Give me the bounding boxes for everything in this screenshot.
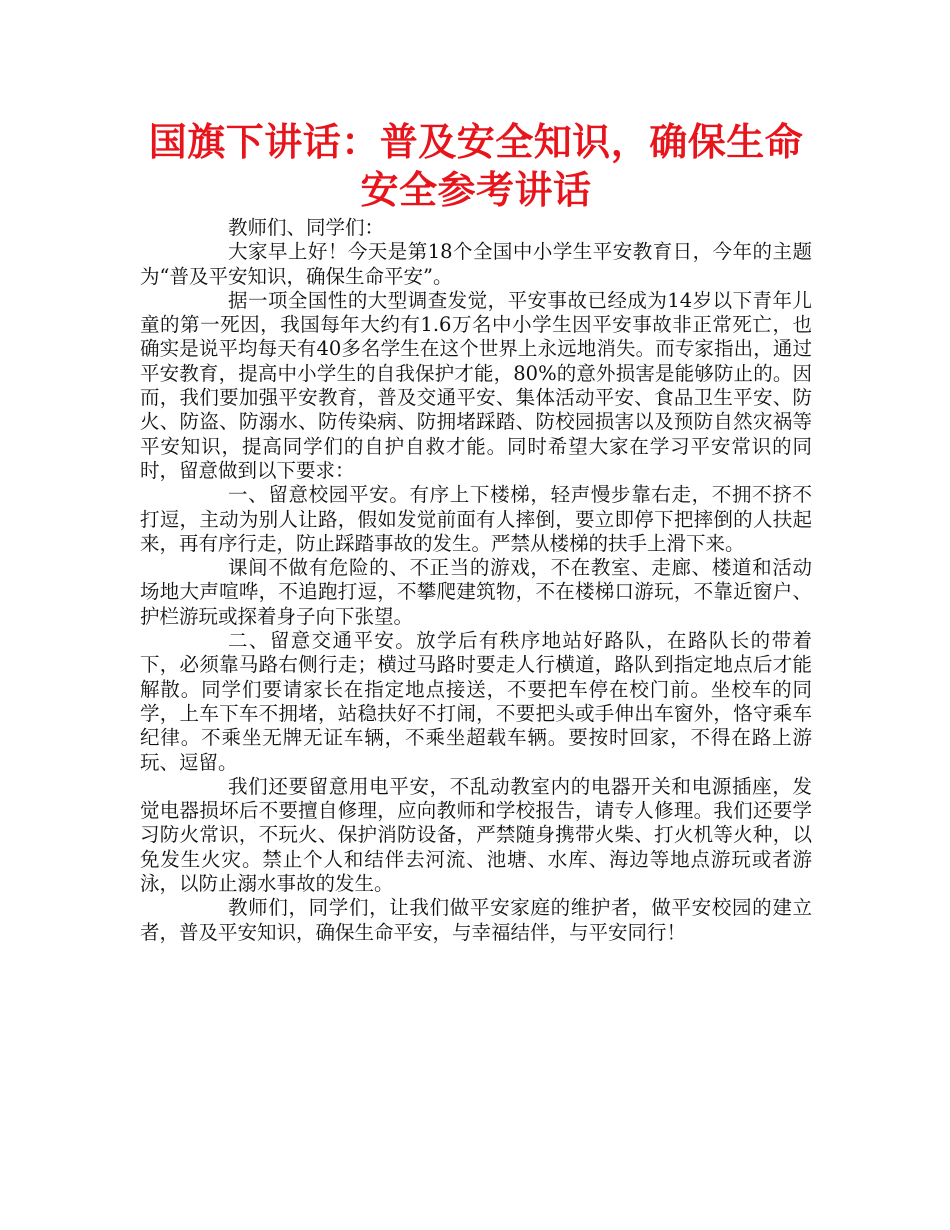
document-title: 国旗下讲话：普及安全知识，确保生命安全参考讲话 bbox=[148, 120, 804, 212]
paragraph-survey: 据一项全国性的大型调查发觉，平安事故已经成为14岁以下青年儿童的第一死因，我国每年大约有1.6万名中小学生因平安事故非正常死亡，也确实是说平均每天有40多名学生在这个世界上永远地消失。而专家指出，通过平安教育，提高中小学生的自我保护才能，80%的意外损害是能够防止的。因而，我们要加强平安教育，普及交通平安、集体活动平安、食品卫生平安、防火、防盗、防溺水、防传染病、防拥堵踩踏、防校园损害以及预防自然灾祸等平安知识，提高同学们的自护自救才能。同时希望大家在学习平安常识的同时，留意做到以下要求： bbox=[140, 288, 812, 482]
paragraph-greeting: 大家早上好！今天是第18个全国中小学生平安教育日，今年的主题为“普及平安知识，确保生命平安”。 bbox=[140, 240, 812, 288]
paragraph-electricity-fire: 我们还要留意用电平安，不乱动教室内的电器开关和电源插座，发觉电器损坏后不要擅自修理，应向教师和学校报告，请专人修理。我们还要学习防火常识，不玩火、保护消防设备，严禁随身携带火柴、打火机等火种，以免发生火灾。禁止个人和结伴去河流、池塘、水库、海边等地点游玩或者游泳，以防止溺水事故的发生。 bbox=[140, 774, 812, 896]
paragraph-traffic-safety: 二、留意交通平安。放学后有秩序地站好路队，在路队长的带着下，必须靠马路右侧行走；横过马路时要走人行横道，路队到指定地点后才能解散。同学们要请家长在指定地点接送，不要把车停在校门前。坐校车的同学，上车下车不拥堵，站稳扶好不打闹，不要把头或手伸出车窗外，恪守乘车纪律。不乘坐无牌无证车辆，不乘坐超载车辆。要按时回家，不得在路上游玩、逗留。 bbox=[140, 629, 812, 774]
paragraph-salutation: 教师们、同学们： bbox=[228, 216, 385, 239]
document-body bbox=[140, 216, 812, 945]
paragraph-campus-safety: 一、留意校园平安。有序上下楼梯，轻声慢步靠右走，不拥不挤不打逗，主动为别人让路，假如发觉前面有人摔倒，要立即停下把摔倒的人扶起来，再有序行走，防止踩踏事故的发生。严禁从楼梯的扶手上滑下来。 bbox=[140, 483, 812, 555]
paragraph-recess: 课间不做有危险的、不正当的游戏，不在教室、走廊、楼道和活动场地大声喧哗，不追跑打逗，不攀爬建筑物，不在楼梯口游玩，不靠近窗户、护栏游玩或探着身子向下张望。 bbox=[140, 556, 812, 628]
paragraph-closing: 教师们，同学们，让我们做平安家庭的维护者，做平安校园的建立者，普及平安知识，确保生命平安，与幸福结伴，与平安同行！ bbox=[140, 896, 812, 944]
document-page bbox=[140, 118, 812, 945]
